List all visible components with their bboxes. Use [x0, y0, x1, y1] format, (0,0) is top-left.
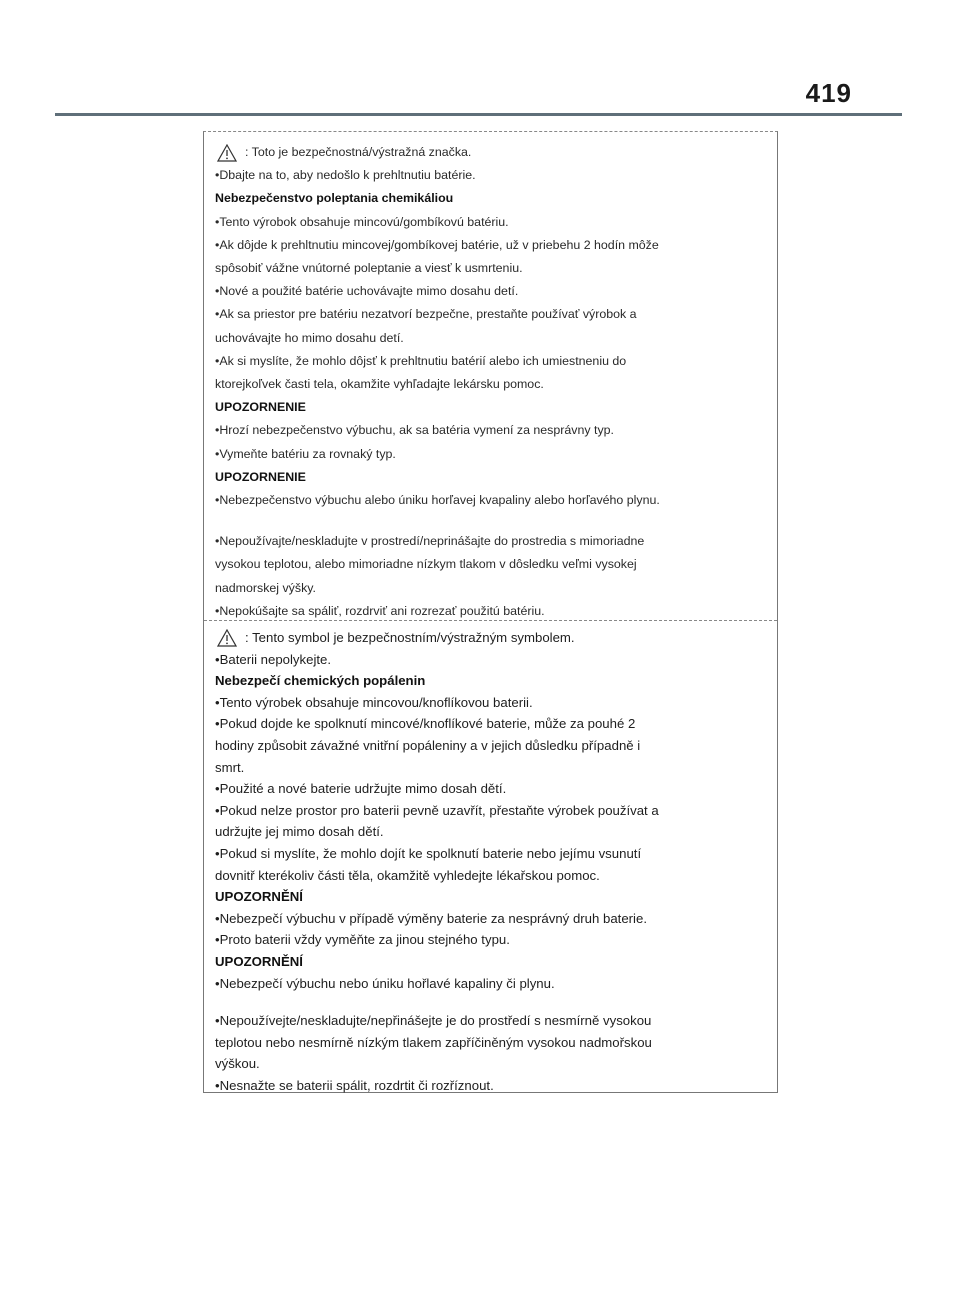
warning-document — [203, 131, 778, 1093]
symbol-text-cz: : Tento symbol je bezpečnostním/výstražným symbolem. — [245, 630, 575, 645]
symbol-text-sk: : Toto je bezpečnostná/výstražná značka. — [245, 145, 472, 159]
text-line: •Nepoužívajte/neskladujte v prostredí/neprinášajte do prostredia s mimoriadne — [215, 534, 645, 549]
section-heading: UPOZORNĚNÍ — [215, 953, 303, 969]
text-line: •Ak sa priestor pre batériu nezatvorí bezpečne, prestaňte používať výrobok a — [215, 307, 637, 322]
text-line: •Nové a použité batérie uchovávajte mimo dosahu detí. — [215, 284, 519, 299]
lines-slovak — [215, 164, 769, 623]
text-line: nadmorskej výšky. — [215, 580, 316, 595]
page-number: 419 — [805, 78, 852, 108]
section-heading: UPOZORNENIE — [215, 400, 306, 415]
text-line: •Pokud nelze prostor pro baterii pevně uzavřít, přestaňte výrobek používat a — [215, 802, 659, 818]
text-line: smrt. — [215, 759, 245, 775]
text-line: teplotou nebo nesmírně nízkým tlakem zapříčiněným vysokou nadmořskou — [215, 1034, 652, 1050]
paragraph-gap — [215, 512, 769, 530]
text-line: •Ak dôjde k prehltnutiu mincovej/gombíkovej batérie, už v priebehu 2 hodín môže — [215, 237, 659, 252]
section-slovak — [204, 141, 777, 620]
section-heading: UPOZORNĚNÍ — [215, 889, 303, 905]
text-line: •Nepokúšajte sa spáliť, rozdrviť ani rozrezať použitú batériu. — [215, 603, 545, 618]
text-line: hodiny způsobit závažné vnitřní popáleniny a v jejich důsledku případně i — [215, 737, 641, 753]
header-rule — [55, 113, 902, 116]
text-line: udržujte jej mimo dosah dětí. — [215, 824, 384, 840]
text-line: •Tento výrobek obsahuje mincovou/knoflíkovou baterii. — [215, 694, 533, 710]
text-line: •Hrozí nebezpečenstvo výbuchu, ak sa batéria vymení za nesprávny typ. — [215, 423, 614, 438]
text-line: •Baterii nepolykejte. — [215, 651, 332, 667]
text-line: •Použité a nové baterie udržujte mimo dosah dětí. — [215, 781, 507, 797]
text-line: •Pokud dojde ke spolknutí mincové/knoflíkové baterie, může za pouhé 2 — [215, 716, 636, 732]
section-czech — [204, 620, 777, 1092]
section-heading: UPOZORNENIE — [215, 469, 306, 484]
section-heading: Nebezpečenstvo poleptania chemikáliou — [215, 191, 454, 206]
section-heading: Nebezpečí chemických popálenin — [215, 673, 426, 689]
text-line: •Ak si myslíte, že mohlo dôjsť k prehltnutiu batérií alebo ich umiestneniu do — [215, 353, 627, 368]
symbol-line-sk — [215, 141, 769, 164]
text-line: •Nebezpečenstvo výbuchu alebo úniku horľavej kvapaliny alebo horľavého plynu. — [215, 493, 660, 508]
text-line: •Nepoužívejte/neskladujte/nepřinášejte je do prostředí s nesmírně vysokou — [215, 1013, 652, 1029]
text-line: ktorejkoľvek časti tela, okamžite vyhľadajte lekársku pomoc. — [215, 377, 544, 392]
text-line: •Nesnažte se baterii spálit, rozdrtit či rozříznout. — [215, 1077, 494, 1093]
text-line: dovnitř kterékoliv části těla, okamžitě vyhledejte lékařskou pomoc. — [215, 867, 600, 883]
text-line: vysokou teplotou, alebo mimoriadne nízkym tlakom v dôsledku veľmi vysokej — [215, 557, 637, 572]
text-line: uchovávajte ho mimo dosahu detí. — [215, 330, 404, 345]
lines-czech — [215, 649, 769, 1097]
text-line: •Dbajte na to, aby nedošlo k prehltnutiu batérie. — [215, 168, 476, 183]
text-line: •Proto baterii vždy vyměňte za jinou stejného typu. — [215, 932, 510, 948]
text-line: spôsobiť vážne vnútorné poleptanie a viesť k usmrteniu. — [215, 261, 523, 276]
text-line: •Nebezpečí výbuchu v případě výměny baterie za nesprávný druh baterie. — [215, 910, 647, 926]
text-line: •Tento výrobok obsahuje mincovú/gombíkovú batériu. — [215, 214, 509, 229]
text-line: výškou. — [215, 1056, 260, 1072]
warning-triangle-icon — [217, 629, 237, 647]
text-line: •Pokud si myslíte, že mohlo dojít ke spolknutí baterie nebo jejímu vsunutí — [215, 845, 642, 861]
warning-triangle-icon — [217, 144, 237, 162]
paragraph-gap — [215, 994, 769, 1010]
symbol-line-cz — [215, 627, 769, 649]
text-line: •Vymeňte batériu za rovnaký typ. — [215, 446, 396, 461]
text-line: •Nebezpečí výbuchu nebo úniku hořlavé kapaliny či plynu. — [215, 975, 555, 991]
